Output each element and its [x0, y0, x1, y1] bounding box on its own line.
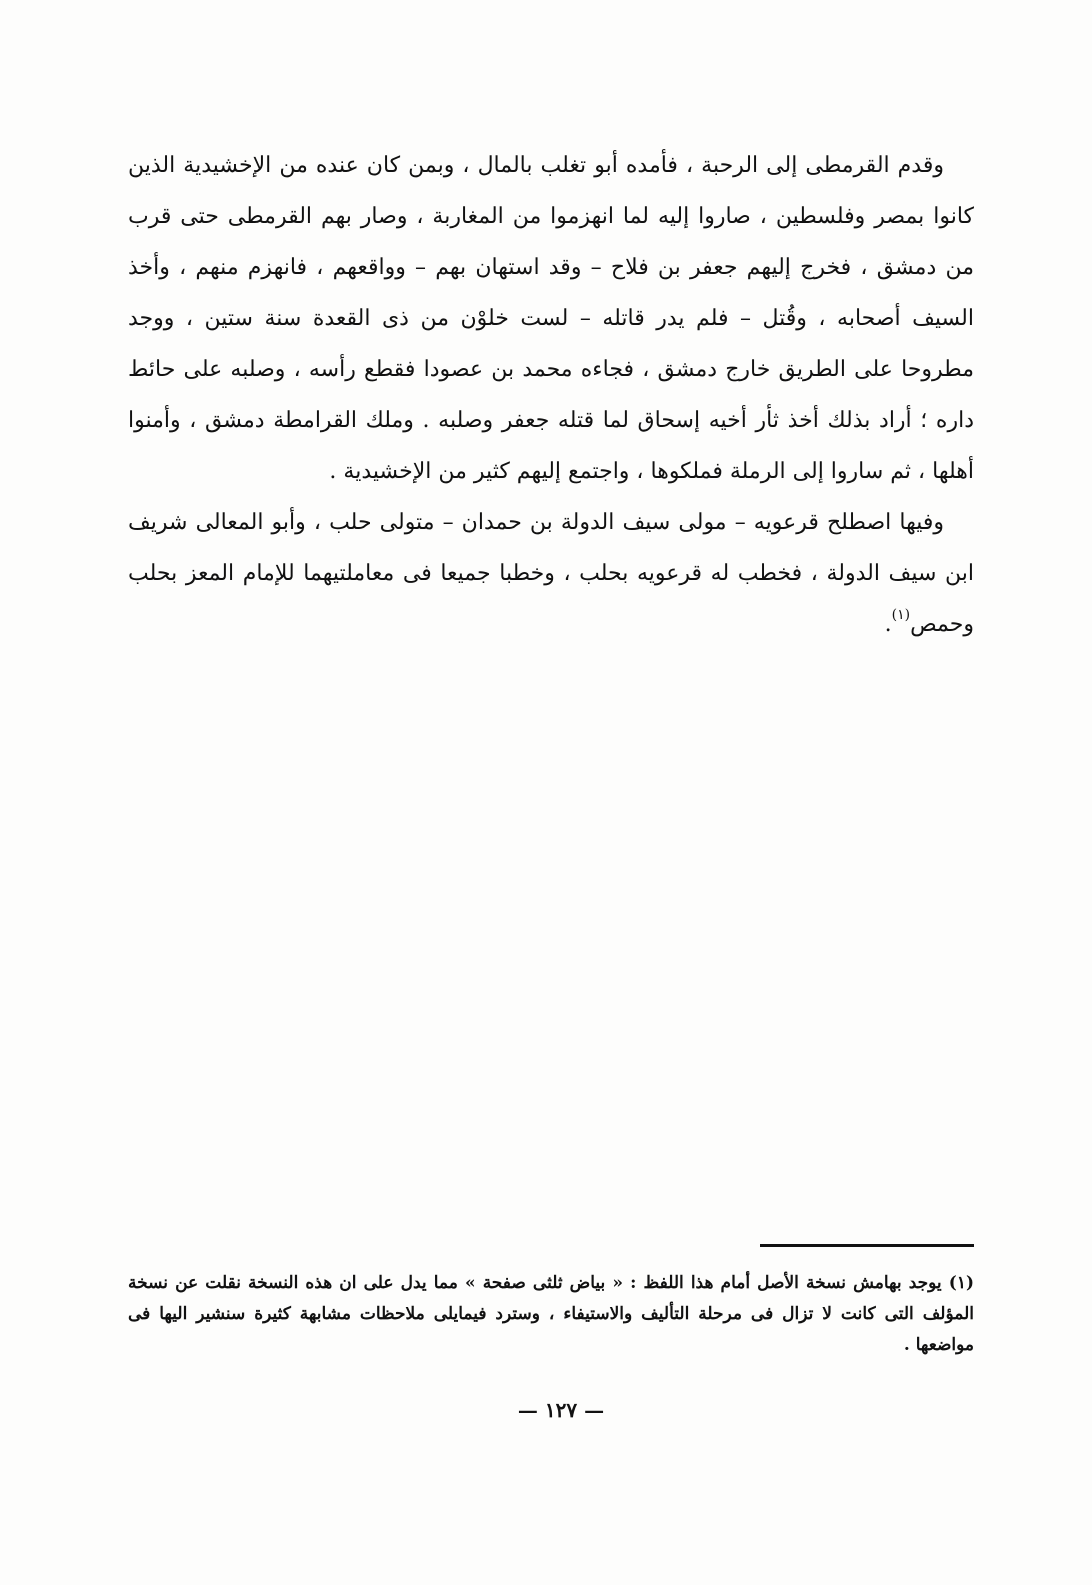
body-paragraph-2-text: وفيها اصطلح قرعويه – مولى سيف الدولة بن حمدان – متولى حلب ، وأبو المعالى شريف ابن سيف الدولة ، فخطب له قرعويه بحلب ، وخطبا جميعا فى معاملتيهما للإمام المعز بحلب وحمص: [128, 510, 974, 637]
footnote-reference: (١): [891, 607, 911, 623]
page-number: — ١٢٧ —: [517, 1398, 605, 1422]
body-paragraph-2: [128, 497, 974, 650]
body-paragraph-2-end: .: [884, 612, 892, 637]
footnote-separator: [760, 1244, 974, 1247]
footnote-block: [128, 1268, 974, 1361]
body-paragraph-1: وقدم القرمطى إلى الرحبة ، فأمده أبو تغلب بالمال ، وبمن كان عنده من الإخشيدية الذين كانوا بمصر وفلسطين ، صاروا إليه لما انهزموا من المغاربة ، وصار بهم القرمطى حتى قرب من دمشق ، فخرج إليهم جعفر بن فلاح – وقد استهان بهم – وواقعهم ، فانهزم منهم ، وأخذ السيف أصحابه ، وقُتل – فلم يدر قاتله – لست خلوْن من ذى القعدة سنة ستين ، ووجد مطروحا على الطريق خارج دمشق ، فجاءه محمد بن عصودا فقطع رأسه ، وصلبه على حائط داره ؛ أراد بذلك أخذ ثأر أخيه إسحاق لما قتله جعفر وصلبه . وملك القرامطة دمشق ، وأمنوا أهلها ، ثم ساروا إلى الرملة فملكوها ، واجتمع إليهم كثير من الإخشيدية .: [128, 153, 974, 484]
main-text-block: [128, 140, 974, 650]
footnote-text: (١) يوجد بهامش نسخة الأصل أمام هذا اللفظ : « بياض ثلثى صفحة » مما يدل على ان هذه النسخة نقلت عن نسخة المؤلف التى كانت لا تزال فى مرحلة التأليف والاستيفاء ، وسترد فيمايلى ملاحظات مشابهة كثيرة سنشير اليها فى مواضعها .: [128, 1273, 974, 1355]
